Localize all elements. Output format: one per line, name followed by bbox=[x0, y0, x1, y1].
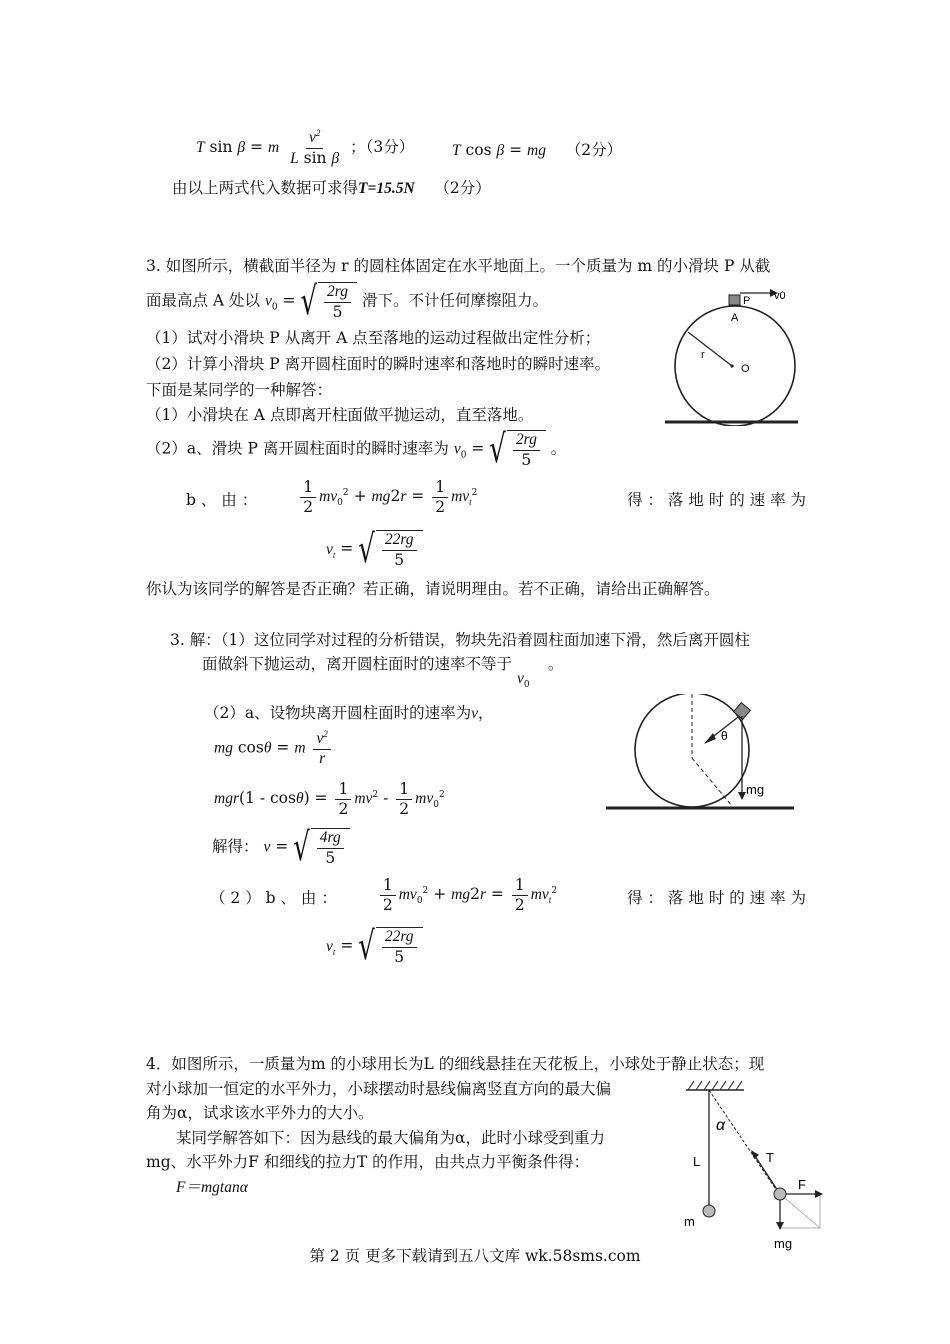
a3-part2a: （2）a、设物块离开圆柱面时的速率为v， bbox=[204, 704, 494, 722]
q3-student-2a: （2）a、滑块 P 离开圆柱面时的瞬时速率为 $v_0$ = √ $\frac{2rg}{5}$ 。 bbox=[146, 427, 567, 473]
eq-tension-horizontal: T sin β = m $\frac{v^2}{\text{L sin β}}$ ；（3分） bbox=[196, 128, 415, 167]
label-A: A bbox=[731, 312, 739, 324]
q4-label-alpha: α bbox=[716, 1117, 726, 1134]
q3-line1: 3. 如图所示，横截面半径为 r 的圆柱体固定在水平地面上。一个质量为 m 的小滑块 P 从截 bbox=[146, 257, 771, 275]
top-result: 由以上两式代入数据可求得T=15.5N （2分） bbox=[172, 179, 491, 197]
a3-radius-dashed bbox=[692, 758, 732, 806]
q4-diagonal bbox=[780, 1194, 820, 1228]
eq1-score: ；（3分） bbox=[350, 138, 415, 157]
q3-part2: （2）计算小滑块 P 离开圆柱面时的瞬时速率和落地时的瞬时速率。 bbox=[146, 355, 611, 373]
q3-line2: 面最高点 A 处以 $v_0$ = √ $\frac{2rg}{5}$ 滑下。不计任何摩擦阻力。 bbox=[146, 279, 548, 325]
a3-vt: $v_t$ = √ $\frac{22rg}{5}$ bbox=[326, 927, 423, 966]
q4-line3: 角为α，试求该水平外力的大小。 bbox=[146, 1104, 374, 1122]
q4-deflected-string bbox=[709, 1090, 779, 1194]
a3-normal-arrowhead bbox=[704, 733, 716, 744]
q4-ball-deflected bbox=[774, 1188, 786, 1200]
eq-tension-vertical: T cos β = mg （2分） bbox=[452, 141, 623, 159]
q3-student-2b: b 、 由 ： $\frac{1}{2}$ $mv_0^2 + mg2r$ = $\frac{1}{2}$ $mv_t^2$ 得 ： 落 地 时 的 速 率 为 bbox=[186, 478, 806, 516]
a3-line2: 面做斜下抛运动，离开圆柱面时的速率不等于 $v_0$ 。 bbox=[202, 655, 564, 691]
radius-line bbox=[688, 332, 732, 366]
a3-solve: 解得： v = √ $\frac{4rg}{5}$ bbox=[212, 828, 350, 867]
q3-student-intro: 下面是某同学的一种解答： bbox=[146, 381, 333, 399]
q4-ball-rest bbox=[703, 1205, 715, 1217]
a3-label-theta: θ bbox=[721, 729, 728, 743]
q3-part1: （1）试对小滑块 P 从离开 A 点至落地的运动过程做出定性分析； bbox=[146, 329, 601, 347]
q3-question: 你认为该同学的解答是否正确？若正确，请说明理由。若不正确，请给出正确解答。 bbox=[146, 580, 720, 598]
q4-line2: 对小球加一恒定的水平外力，小球摆动时悬线偏离竖直方向的最大偏 bbox=[146, 1080, 612, 1098]
q4-line1: 4．如图所示，一质量为m 的小球用长为L 的细线悬挂在天花板上，小球处于静止状态；现 bbox=[146, 1055, 765, 1073]
label-r: r bbox=[701, 349, 705, 361]
q4-label-mg: mg bbox=[774, 1236, 793, 1251]
a3-part2b: （ 2 ） b 、 由 ： $\frac{1}{2}$ $mv_0^2 + mg2r$ = $\frac{1}{2}$ $mv_t^2$ 得 ： 落 地 时 的 速 率 为 bbox=[210, 876, 806, 914]
q4-ceiling-hatch bbox=[688, 1081, 742, 1090]
q4-label-F: F bbox=[798, 1177, 806, 1192]
label-v0: v0 bbox=[774, 290, 786, 302]
a3-eq-energy: mgr(1 - cosθ) = $\frac{1}{2}$ $mv^2$ - $\frac{1}{2}$ $mv_0^2$ bbox=[214, 780, 445, 818]
label-O: O bbox=[741, 363, 750, 375]
q3-student-1: （1）小滑块在 A 点即离开柱面做平抛运动，直至落地。 bbox=[146, 406, 534, 424]
slider-block bbox=[729, 295, 740, 305]
a3-mg-arrowhead bbox=[738, 792, 746, 800]
q4-label-L: L bbox=[693, 1154, 701, 1169]
a3-label-mg: mg bbox=[746, 782, 765, 797]
q4-line4: 某同学解答如下：因为悬线的最大偏角为α，此时小球受到重力 bbox=[176, 1129, 605, 1147]
q4-label-T: T bbox=[766, 1150, 774, 1165]
q4-line6: F＝mgtanα bbox=[176, 1179, 248, 1196]
q3-figure bbox=[660, 284, 800, 426]
a3-line1: 3. 解：（1）这位同学对过程的分析错误，物块先沿着圆柱面加速下滑，然后离开圆柱 bbox=[170, 631, 750, 649]
q4-F-arrowhead bbox=[815, 1190, 823, 1198]
energy-eq-student: $\frac{1}{2}$ $mv_0^2 + mg2r$ = $\frac{1}{2}$ $mv_t^2$ bbox=[297, 478, 477, 516]
q3-student-vt: $v_t$ = √ $\frac{22rg}{5}$ bbox=[326, 530, 423, 569]
energy-eq-answer: $\frac{1}{2}$ $mv_0^2 + mg2r$ = $\frac{1}{2}$ $mv_t^2$ bbox=[377, 876, 557, 914]
q4-line5: mg、水平外力F 和细线的拉力T 的作用，由共点力平衡条件得： bbox=[146, 1153, 590, 1171]
q4-label-m: m bbox=[684, 1214, 695, 1229]
page-footer: 第 2 页 更多下载请到五八文库 wk.58sms.com bbox=[309, 1247, 641, 1265]
cylinder-circle bbox=[675, 306, 795, 426]
eq2-score: （2分） bbox=[565, 141, 623, 159]
a3-eq-centripetal: mg cosθ = m $\frac{v^2}{r}$ bbox=[214, 729, 334, 768]
q4-figure bbox=[680, 1076, 830, 1256]
label-P: P bbox=[743, 295, 751, 307]
a3-figure bbox=[604, 694, 796, 812]
q4-mg-arrowhead bbox=[776, 1222, 784, 1230]
center-dot bbox=[730, 364, 733, 367]
